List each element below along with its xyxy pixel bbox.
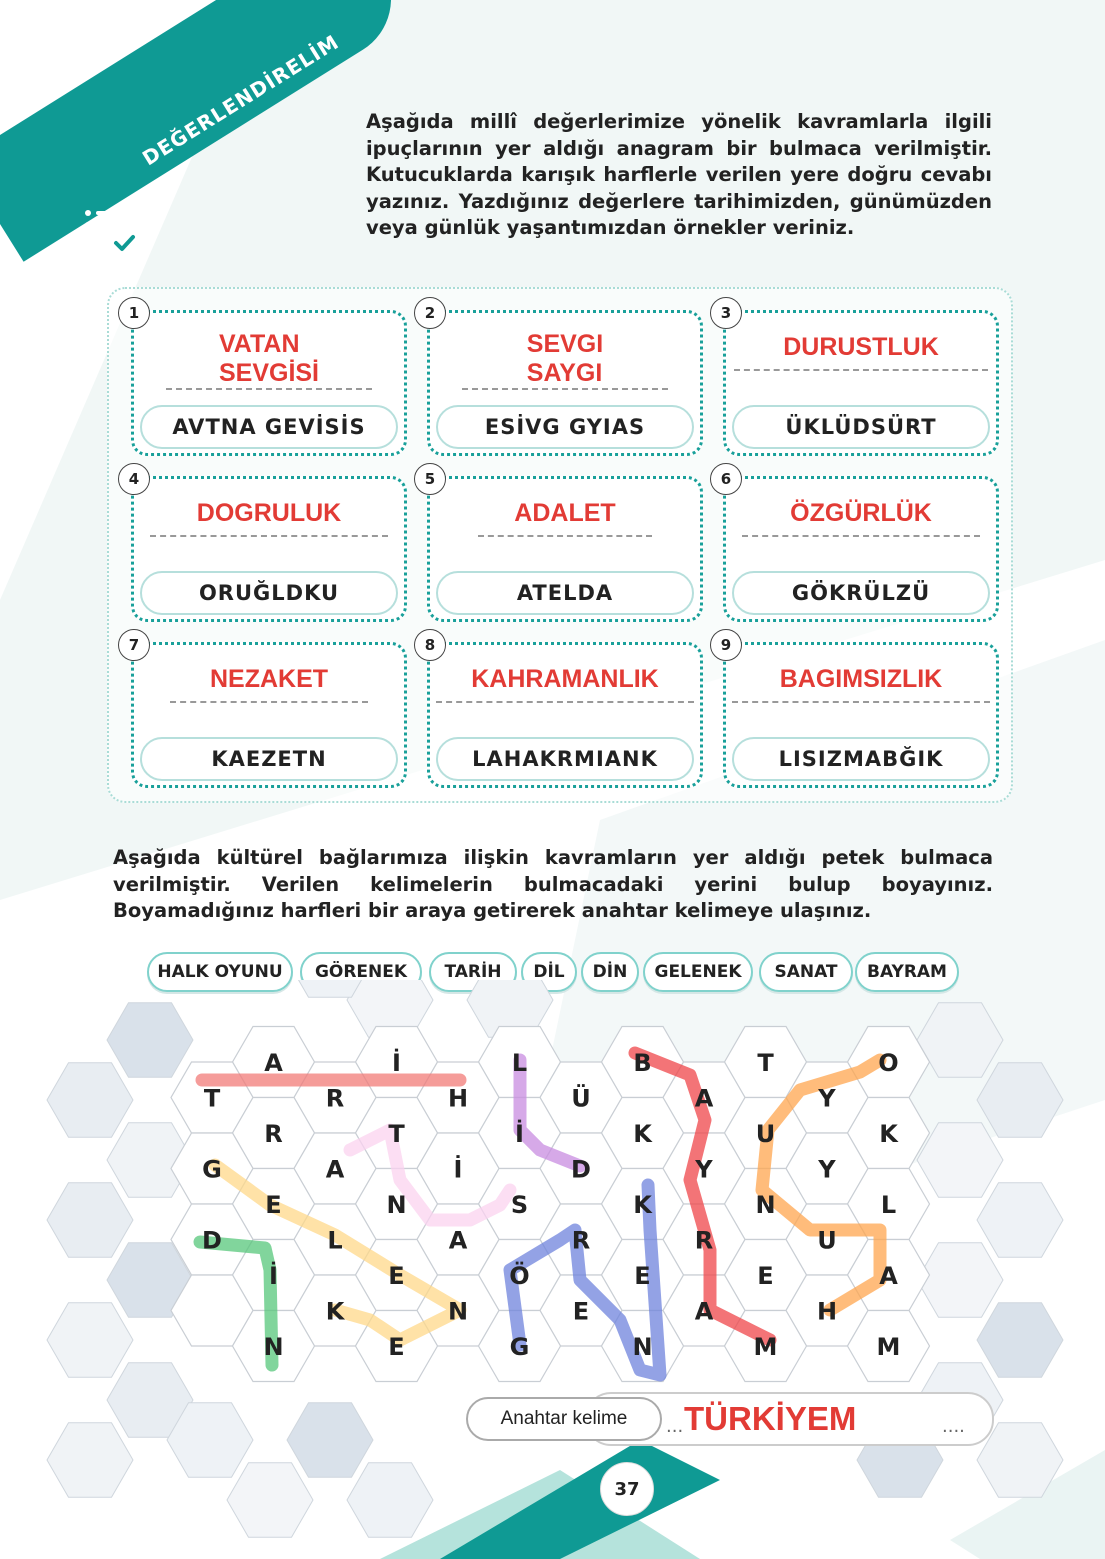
answer-line: DOGRULUK bbox=[196, 498, 342, 527]
hex-letter: L bbox=[880, 1191, 897, 1219]
hex-letter: İ bbox=[515, 1120, 524, 1148]
word-pill: DİN bbox=[581, 952, 639, 992]
hex-letter: E bbox=[388, 1262, 405, 1290]
background-hex bbox=[977, 1183, 1063, 1257]
answer-dashes bbox=[742, 535, 980, 537]
background-hex bbox=[917, 1123, 1003, 1197]
card-number: 3 bbox=[710, 297, 742, 329]
background-hex bbox=[977, 1063, 1063, 1137]
hex-letter: A bbox=[694, 1297, 714, 1326]
card-answer[interactable] bbox=[434, 483, 696, 543]
anagram-card bbox=[720, 636, 999, 788]
answer-line: VATAN bbox=[218, 330, 300, 358]
hex-puzzle-board bbox=[0, 980, 1105, 1559]
background-hex bbox=[227, 1463, 313, 1537]
word-pill: GÖRENEK bbox=[300, 952, 422, 992]
card-answer[interactable] bbox=[434, 649, 696, 709]
background-hex bbox=[347, 1463, 433, 1537]
hex-letter: T bbox=[388, 1120, 405, 1148]
card-number: 2 bbox=[414, 297, 446, 329]
hex-letter: G bbox=[202, 1155, 222, 1184]
hex-letter: E bbox=[388, 1333, 405, 1361]
word-pill: HALK OYUNU bbox=[147, 952, 293, 992]
hex-letter: E bbox=[265, 1191, 282, 1219]
hex-letter: İ bbox=[392, 1049, 401, 1077]
answer-dashes bbox=[462, 388, 668, 390]
hex-letter: T bbox=[757, 1049, 774, 1077]
hex-letter: N bbox=[263, 1333, 284, 1361]
card-scramble: ESİVG GYIAS bbox=[436, 405, 694, 449]
card-scramble: AVTNA GEVİSİS bbox=[140, 405, 398, 449]
word-pill: GELENEK bbox=[643, 952, 753, 992]
hex-letter: H bbox=[447, 1084, 469, 1113]
hex-letter: İ bbox=[269, 1262, 278, 1290]
hex-letter: Y bbox=[818, 1084, 836, 1113]
key-word-label: Anahtar kelime bbox=[466, 1397, 662, 1441]
hex-letter: N bbox=[447, 1297, 469, 1326]
hex-letter: U bbox=[817, 1226, 837, 1255]
anagram-card bbox=[128, 636, 407, 788]
answer-line: SEVGI bbox=[526, 330, 604, 358]
hex-letter: G bbox=[509, 1333, 530, 1361]
card-answer[interactable] bbox=[730, 317, 992, 377]
card-answer[interactable] bbox=[730, 649, 992, 709]
card-answer[interactable] bbox=[730, 483, 992, 543]
card-number: 8 bbox=[414, 629, 446, 661]
anagram-card bbox=[424, 636, 703, 788]
hex-letter: Y bbox=[818, 1155, 836, 1184]
hex-letter: K bbox=[633, 1191, 652, 1219]
answer-dashes bbox=[436, 701, 694, 703]
key-dots-right: .... bbox=[942, 1416, 965, 1437]
hex-letter: D bbox=[202, 1226, 222, 1255]
intro-instructions: Aşağıda millî değerlerimize yönelik kavramlarla ilgili ipuçlarının yer aldığı anagram bir bulmaca verilmiştir. Kutucuklarda karışık harflerle verilen yere doğru cevabı yazınız. Yazdığınız değerlere tarihimizden, günümüzden veya günlük yaşantımızdan örnekler veriniz. bbox=[366, 110, 992, 239]
answer-dashes bbox=[166, 388, 372, 390]
hex-letter: K bbox=[879, 1120, 898, 1148]
hex-letter: A bbox=[264, 1049, 283, 1077]
card-scramble: ATELDA bbox=[436, 571, 694, 615]
answer-line: BAGIMSIZLIK bbox=[779, 664, 943, 693]
hex-letter: O bbox=[878, 1049, 899, 1077]
background-hex bbox=[917, 1243, 1003, 1317]
hex-letter: A bbox=[448, 1226, 468, 1255]
card-scramble: LAHAKRMIANK bbox=[436, 737, 694, 781]
answer-line: ÖZGÜRLÜK bbox=[790, 498, 932, 527]
puzzle-instructions: Aşağıda kültürel bağlarımıza ilişkin kavramların yer aldığı petek bulmaca verilmiştir. Verilen kelimelerin bulmacadaki yerini bulup boyayınız. Boyamadığınız harfleri bir araya getirerek anahtar kelimeye ulaşınız. bbox=[113, 846, 993, 922]
hex-letter: İ bbox=[453, 1155, 463, 1184]
card-scramble: ORUĞLDKU bbox=[140, 571, 398, 615]
anagram-card bbox=[128, 304, 407, 456]
hex-letter: Y bbox=[695, 1155, 713, 1184]
answer-line: DURUSTLUK bbox=[783, 332, 939, 361]
hex-letter: N bbox=[755, 1191, 776, 1219]
anagram-card bbox=[424, 304, 703, 456]
hex-letter: N bbox=[386, 1191, 407, 1219]
hex-letter: R bbox=[694, 1226, 714, 1255]
hex-letter: D bbox=[571, 1155, 591, 1184]
background-hex bbox=[47, 1183, 133, 1257]
background-hex bbox=[287, 1403, 373, 1477]
background-hex bbox=[47, 1303, 133, 1377]
hex-letter: H bbox=[816, 1297, 838, 1326]
hex-letter: K bbox=[633, 1120, 652, 1148]
word-pill: SANAT bbox=[759, 952, 853, 992]
hex-letter: L bbox=[511, 1049, 528, 1077]
word-pill: BAYRAM bbox=[855, 952, 959, 992]
page-number: 37 bbox=[600, 1462, 654, 1516]
hex-letter: E bbox=[757, 1262, 774, 1290]
hex-letter: K bbox=[325, 1297, 345, 1326]
card-number: 1 bbox=[118, 297, 150, 329]
card-scramble: GÖKRÜLZÜ bbox=[732, 571, 990, 615]
word-pill: TARİH bbox=[429, 952, 517, 992]
background-hex bbox=[107, 1003, 193, 1077]
hex-letter: T bbox=[203, 1084, 221, 1113]
answer-line: SEVGİSİ bbox=[218, 359, 320, 387]
hex-letter: L bbox=[327, 1226, 343, 1255]
background-hex bbox=[47, 1423, 133, 1497]
answer-line: SAYGI bbox=[526, 359, 603, 387]
answer-line: ADALET bbox=[514, 498, 616, 527]
card-number: 7 bbox=[118, 629, 150, 661]
card-scramble: ÜKLÜDSÜRT bbox=[732, 405, 990, 449]
hex-letter: A bbox=[325, 1155, 345, 1184]
answer-line: NEZAKET bbox=[209, 664, 329, 693]
card-scramble: KAEZETN bbox=[140, 737, 398, 781]
hex-letter: A bbox=[694, 1084, 714, 1113]
anagram-card bbox=[128, 470, 407, 622]
anagram-card bbox=[424, 470, 703, 622]
hex-letter: Ö bbox=[509, 1262, 530, 1290]
card-number: 4 bbox=[118, 463, 150, 495]
answer-dashes bbox=[170, 701, 368, 703]
background-hex bbox=[917, 1003, 1003, 1077]
answer-line: KAHRAMANLIK bbox=[471, 664, 659, 693]
answer-dashes bbox=[150, 535, 388, 537]
card-number: 5 bbox=[414, 463, 446, 495]
hex-letter: R bbox=[264, 1120, 283, 1148]
key-word-answer[interactable]: TÜRKİYEM bbox=[684, 1400, 857, 1437]
anagram-card bbox=[720, 304, 999, 456]
hex-letter: R bbox=[571, 1226, 591, 1255]
answer-dashes bbox=[734, 369, 988, 371]
answer-dashes bbox=[732, 701, 990, 703]
hex-letter: E bbox=[572, 1297, 590, 1326]
section-title: DEĞERLENDİRELİM bbox=[138, 29, 344, 171]
word-pill: DİL bbox=[521, 952, 577, 992]
hex-letter: M bbox=[753, 1333, 778, 1361]
hex-letter: S bbox=[510, 1191, 529, 1219]
hex-letter: U bbox=[755, 1120, 776, 1148]
card-number: 9 bbox=[710, 629, 742, 661]
anagram-card bbox=[720, 470, 999, 622]
background-hex bbox=[47, 1063, 133, 1137]
checklist-icon bbox=[80, 205, 150, 265]
hex-letter: M bbox=[876, 1333, 901, 1361]
card-scramble: LISIZMABĞIK bbox=[732, 737, 990, 781]
hex-letter: Ü bbox=[571, 1084, 591, 1113]
anagram-grid bbox=[107, 287, 1013, 803]
key-dots-left: ... bbox=[666, 1416, 684, 1437]
hex-letter: R bbox=[325, 1084, 345, 1113]
hex-letter: A bbox=[879, 1262, 898, 1290]
answer-dashes bbox=[478, 535, 652, 537]
hex-letter: N bbox=[632, 1333, 653, 1361]
card-answer[interactable] bbox=[138, 483, 400, 543]
card-answer[interactable] bbox=[138, 649, 400, 709]
card-number: 6 bbox=[710, 463, 742, 495]
hex-letter: E bbox=[634, 1262, 651, 1290]
hex-letter: B bbox=[633, 1049, 652, 1077]
background-hex bbox=[977, 1303, 1063, 1377]
